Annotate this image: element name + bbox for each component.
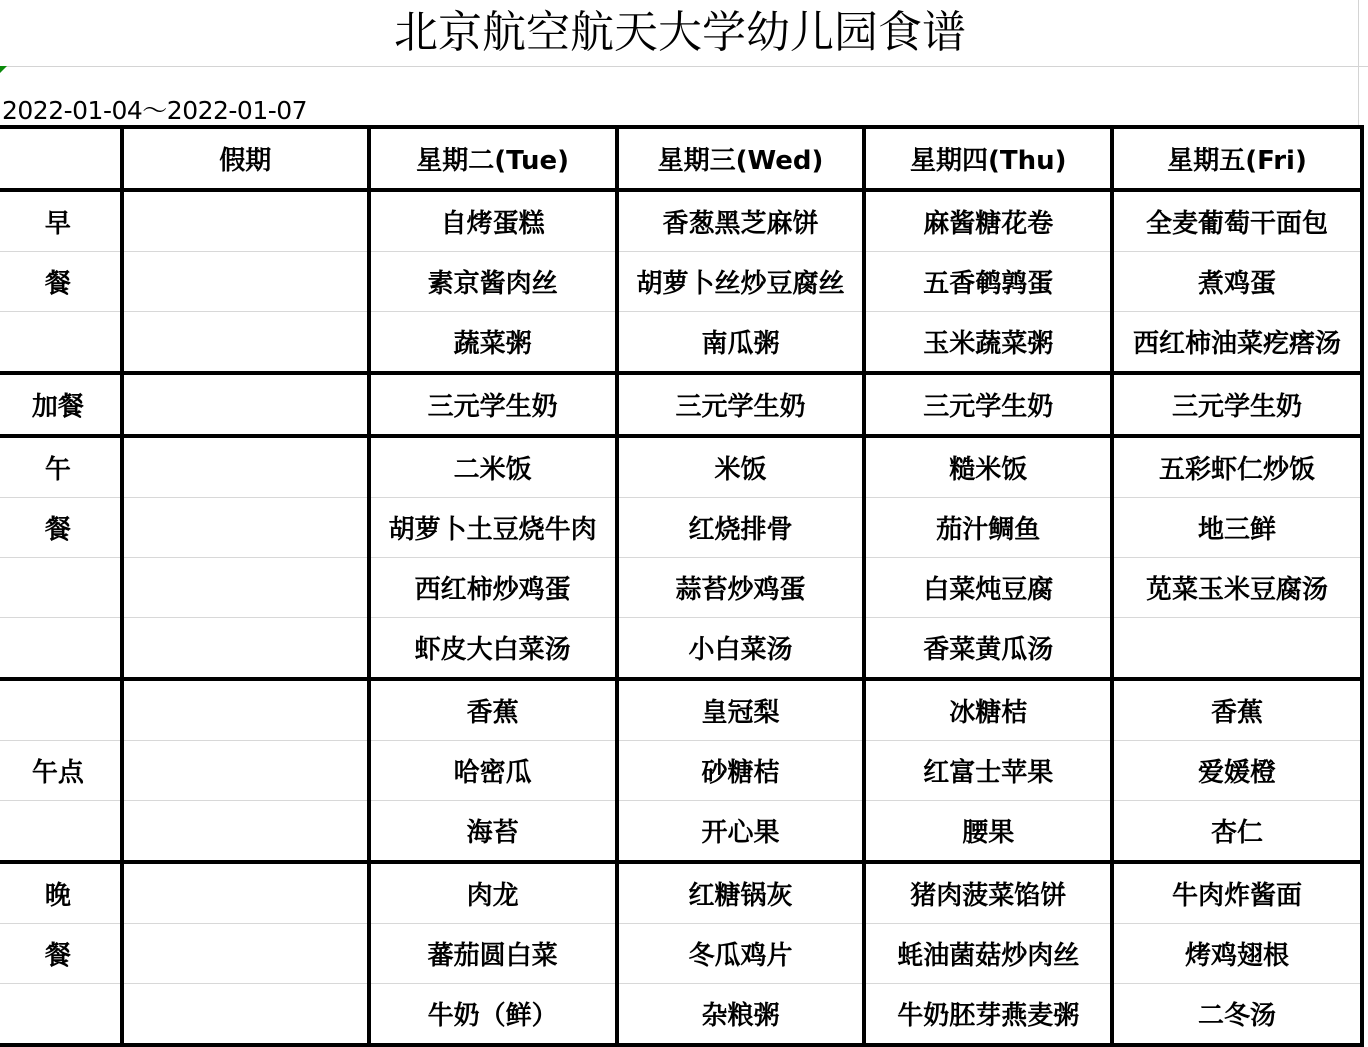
meal-label xyxy=(0,618,122,680)
header-cell: 星期四(Thu) xyxy=(864,127,1112,190)
dish-cell: 香蕉 xyxy=(1112,679,1362,741)
table-row xyxy=(0,558,1362,618)
dish-cell: 玉米蔬菜粥 xyxy=(864,312,1112,374)
table-row xyxy=(0,679,1362,741)
menu-body xyxy=(0,190,1362,1045)
dish-cell: 胡萝卜土豆烧牛肉 xyxy=(369,498,617,558)
dish-cell: 冰糖桔 xyxy=(864,679,1112,741)
dish-cell: 红烧排骨 xyxy=(617,498,865,558)
holiday-cell xyxy=(122,984,369,1046)
meal-label xyxy=(0,984,122,1046)
dish-cell: 三元学生奶 xyxy=(617,373,865,436)
dish-cell: 苋菜玉米豆腐汤 xyxy=(1112,558,1362,618)
table-row xyxy=(0,924,1362,984)
dish-cell: 全麦葡萄干面包 xyxy=(1112,190,1362,252)
dish-cell: 米饭 xyxy=(617,436,865,498)
dish-cell: 胡萝卜丝炒豆腐丝 xyxy=(617,252,865,312)
dish-cell: 三元学生奶 xyxy=(369,373,617,436)
dish-cell: 南瓜粥 xyxy=(617,312,865,374)
dish-cell: 爱媛橙 xyxy=(1112,741,1362,801)
meal-label: 餐 xyxy=(0,252,122,312)
gridline xyxy=(0,66,1368,67)
dish-cell: 蕃茄圆白菜 xyxy=(369,924,617,984)
dish-cell: 白菜炖豆腐 xyxy=(864,558,1112,618)
dish-cell: 红富士苹果 xyxy=(864,741,1112,801)
table-row xyxy=(0,373,1362,436)
meal-label: 加餐 xyxy=(0,373,122,436)
dish-cell: 自烤蛋糕 xyxy=(369,190,617,252)
dish-cell: 开心果 xyxy=(617,801,865,863)
dish-cell: 蒜苔炒鸡蛋 xyxy=(617,558,865,618)
dish-cell: 猪肉菠菜馅饼 xyxy=(864,862,1112,924)
holiday-cell xyxy=(122,679,369,741)
page-title: 北京航空航天大学幼儿园食谱 xyxy=(394,7,966,58)
dish-cell: 五彩虾仁炒饭 xyxy=(1112,436,1362,498)
meal-label xyxy=(0,679,122,741)
meal-label: 晚 xyxy=(0,862,122,924)
dish-cell: 香蕉 xyxy=(369,679,617,741)
holiday-cell xyxy=(122,741,369,801)
dish-cell: 杏仁 xyxy=(1112,801,1362,863)
dish-cell: 冬瓜鸡片 xyxy=(617,924,865,984)
meal-label: 早 xyxy=(0,190,122,252)
cell-comment-marker xyxy=(0,66,7,73)
dish-cell: 西红柿油菜疙瘩汤 xyxy=(1112,312,1362,374)
dish-cell: 香葱黑芝麻饼 xyxy=(617,190,865,252)
table-row xyxy=(0,190,1362,252)
dish-cell: 红糖锅灰 xyxy=(617,862,865,924)
dish-cell: 牛奶胚芽燕麦粥 xyxy=(864,984,1112,1046)
holiday-cell xyxy=(122,436,369,498)
holiday-cell xyxy=(122,498,369,558)
dish-cell: 蚝油菌菇炒肉丝 xyxy=(864,924,1112,984)
dish-cell: 三元学生奶 xyxy=(1112,373,1362,436)
dish-cell: 蔬菜粥 xyxy=(369,312,617,374)
dish-cell: 砂糖桔 xyxy=(617,741,865,801)
header-cell-blank xyxy=(0,127,122,190)
table-row xyxy=(0,252,1362,312)
dish-cell: 小白菜汤 xyxy=(617,618,865,680)
dish-cell: 麻酱糖花卷 xyxy=(864,190,1112,252)
dish-cell: 海苔 xyxy=(369,801,617,863)
table-row xyxy=(0,801,1362,863)
holiday-cell xyxy=(122,558,369,618)
header-cell: 星期二(Tue) xyxy=(369,127,617,190)
holiday-cell xyxy=(122,618,369,680)
meal-label xyxy=(0,312,122,374)
dish-cell: 哈密瓜 xyxy=(369,741,617,801)
meal-label xyxy=(0,558,122,618)
meal-label: 餐 xyxy=(0,498,122,558)
dish-cell: 杂粮粥 xyxy=(617,984,865,1046)
dish-cell: 五香鹌鹑蛋 xyxy=(864,252,1112,312)
dish-cell: 地三鲜 xyxy=(1112,498,1362,558)
dish-cell: 素京酱肉丝 xyxy=(369,252,617,312)
dish-cell: 香菜黄瓜汤 xyxy=(864,618,1112,680)
holiday-cell xyxy=(122,924,369,984)
dish-cell: 西红柿炒鸡蛋 xyxy=(369,558,617,618)
dish-cell: 糙米饭 xyxy=(864,436,1112,498)
dish-cell: 煮鸡蛋 xyxy=(1112,252,1362,312)
holiday-cell xyxy=(122,190,369,252)
dish-cell: 二冬汤 xyxy=(1112,984,1362,1046)
holiday-cell xyxy=(122,373,369,436)
dish-cell xyxy=(1112,618,1362,680)
dish-cell: 牛肉炸酱面 xyxy=(1112,862,1362,924)
table-row xyxy=(0,312,1362,374)
dish-cell: 三元学生奶 xyxy=(864,373,1112,436)
header-cell: 星期五(Fri) xyxy=(1112,127,1362,190)
header-cell: 星期三(Wed) xyxy=(617,127,865,190)
table-row xyxy=(0,436,1362,498)
dish-cell: 烤鸡翅根 xyxy=(1112,924,1362,984)
dish-cell: 腰果 xyxy=(864,801,1112,863)
table-row xyxy=(0,862,1362,924)
table-row xyxy=(0,618,1362,680)
date-range: 2022-01-04～2022-01-07 xyxy=(2,96,308,125)
meal-label xyxy=(0,801,122,863)
holiday-cell xyxy=(122,801,369,863)
dish-cell: 肉龙 xyxy=(369,862,617,924)
dish-cell: 茄汁鲷鱼 xyxy=(864,498,1112,558)
header-cell: 假期 xyxy=(122,127,369,190)
menu-table xyxy=(0,125,1364,1047)
meal-label: 午 xyxy=(0,436,122,498)
meal-label: 餐 xyxy=(0,924,122,984)
table-row xyxy=(0,498,1362,558)
dish-cell: 皇冠梨 xyxy=(617,679,865,741)
dish-cell: 虾皮大白菜汤 xyxy=(369,618,617,680)
holiday-cell xyxy=(122,862,369,924)
table-row xyxy=(0,984,1362,1046)
holiday-cell xyxy=(122,252,369,312)
header-row xyxy=(0,127,1362,190)
dish-cell: 二米饭 xyxy=(369,436,617,498)
dish-cell: 牛奶（鲜） xyxy=(369,984,617,1046)
holiday-cell xyxy=(122,312,369,374)
meal-label: 午点 xyxy=(0,741,122,801)
table-row xyxy=(0,741,1362,801)
